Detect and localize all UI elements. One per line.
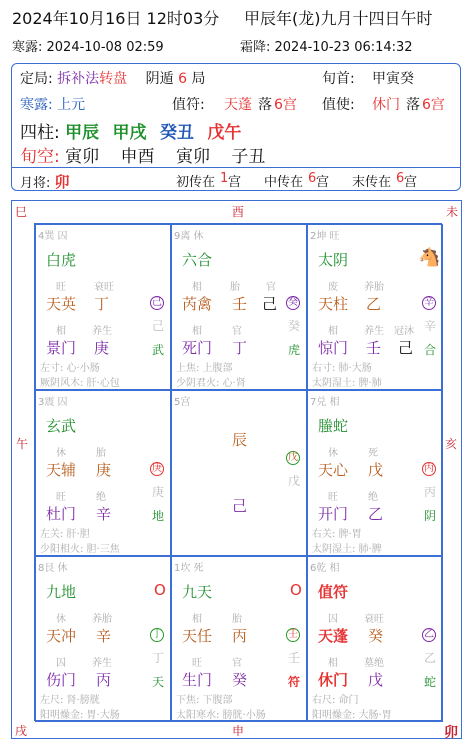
stem-circle: 丁 xyxy=(152,629,162,640)
qimen-board xyxy=(11,200,462,739)
palace-si: 巳 xyxy=(15,205,28,219)
stem-circle: 己 xyxy=(152,297,162,308)
palace-cell-1[interactable]: 1坎 死 九天 O 相 胎 天任 丙 壬 壬 旺 官 生门 癸 符 下焦: 下腹部 太阳寒水: 膀胱·小肠 xyxy=(171,556,307,722)
palace-cell-7[interactable]: 7兑 相 螣蛇 休 死 天心 戊 丙 丙 旺 绝 开门 乙 阴 右关: 脾·胃 太阴湿土: 肺·脾 xyxy=(307,390,443,556)
stem-circle: 壬 xyxy=(288,629,298,640)
info-row-2: 寒露: 上元 值符: 天蓬 落 6宫 值使: 休门 落 6宫 xyxy=(20,97,445,113)
palace-wei: 未 xyxy=(446,205,459,219)
header-bar xyxy=(0,0,462,64)
solar-datetime: 2024年10月16日 12时03分 xyxy=(12,9,220,28)
info-panel xyxy=(11,63,461,191)
palace-cell-4[interactable]: 4巽 囚 白虎 旺 衰旺 天英 丁 己 己 相 养生 景门 庚 武 左寸: 心·小肠 厥阴风木: 肝·心包 xyxy=(35,224,171,390)
palace-xu: 戌 xyxy=(15,724,28,738)
palace-mao: 卯 xyxy=(444,725,458,739)
nine-palace-grid xyxy=(34,223,442,721)
stem-circle: 丙 xyxy=(424,463,434,474)
palace-wu: 午 xyxy=(16,437,29,451)
lunar-date: 甲辰年(龙)九月十四日午时 xyxy=(244,9,433,28)
palace-cell-2[interactable]: 2坤 旺 太阴 🐴 废 养胎 天柱 乙 辛 辛 相 养生 冠沐 惊门 壬 己 合 右寸: 肺·大肠 太阴湿土: 脾·肺 xyxy=(307,224,443,390)
palace-cell-5[interactable]: 5宫 辰 戊 戊 己 xyxy=(171,390,307,556)
horse-icon: 🐴 xyxy=(418,247,441,268)
palace-cell-3[interactable]: 3震 囚 玄武 休 胎 天辅 庚 庚 庚 旺 绝 杜门 辛 地 左关: 肝·胆 少阳相火: 胆·三焦 xyxy=(35,390,171,556)
stem-circle: 戊 xyxy=(288,452,298,463)
stem-circle: 庚 xyxy=(152,463,162,474)
stem-circle: 癸 xyxy=(288,297,298,308)
palace-hai: 亥 xyxy=(445,437,458,451)
palace-cell-6[interactable]: 6乾 相 值符 囚 衰旺 天蓬 癸 乙 乙 相 墓绝 休门 戊 蛇 右尺: 命门 阳明燥金: 大肠·胃 xyxy=(307,556,443,722)
info-row-1: 定局: 拆补法转盘 阴遁 6 局 旬首: 甲寅癸 xyxy=(20,71,414,87)
palace-you: 酉 xyxy=(232,205,245,219)
shuangjiang-term: 霜降: 2024-10-23 06:14:32 xyxy=(240,40,413,55)
palace-cell-8[interactable]: 8艮 休 九地 O 休 养胎 天冲 辛 丁 丁 囚 养生 伤门 丙 天 左尺: 肾·膀胱 阳明燥金: 胃·大肠 xyxy=(35,556,171,722)
info-row-void: 旬空: 寅卯 申酉 寅卯 子丑 xyxy=(20,147,266,167)
info-row-pillars: 四柱: 甲辰 甲戌 癸丑 戊午 xyxy=(20,123,242,143)
palace-shen: 申 xyxy=(232,724,245,738)
palace-cell-9[interactable]: 9离 休 六合 相 胎 官 芮禽 壬 己 癸 癸 相 官 死门 丁 虎 上焦: 上腹部 少阴君火: 心·肾 xyxy=(171,224,307,390)
hanlu-term: 寒露: 2024-10-08 02:59 xyxy=(12,40,164,55)
stem-circle: 辛 xyxy=(424,297,434,308)
info-row-month: 月将: 卯 初传在 1 宫 中传在 6 宫 末传在 6 宫 xyxy=(20,171,418,191)
stem-circle: 乙 xyxy=(424,629,434,640)
